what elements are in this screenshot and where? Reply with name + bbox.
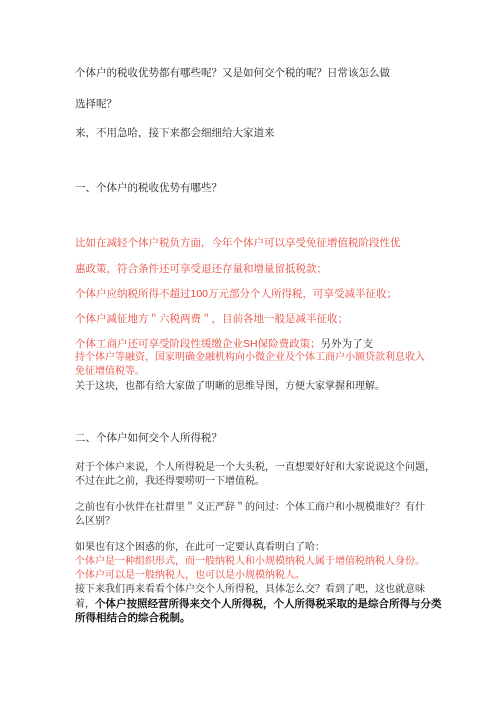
section-1-red-line-1: 比如在减轻个体户税负方面，今年个体户可以享受免征增值税阶段性优 bbox=[75, 237, 401, 249]
section-2-p4-line-1: 接下来我们再来看看个体户交个人所得税，具体怎么交？看到了吧，这也就意味 bbox=[75, 584, 425, 595]
section-2-p2-line-1: 之前也有小伙伴在社群里＂义正严辞＂的问过：个体工商户和小规模谁好？有什 bbox=[75, 502, 425, 513]
section-2-heading: 二、个体户如何交个人所得税？ bbox=[75, 432, 222, 444]
section-2-p3-red-line-2: 个体户可以是一般纳税人，也可以是小规模纳税人。 bbox=[75, 570, 305, 581]
section-2-p4-line-3: 所得相结合的综合税制。 bbox=[75, 612, 191, 624]
section-1-line-5-red: 个体工商户还可享受阶段性缓缴企业SH保险费政策； bbox=[75, 338, 321, 350]
section-1-line-5 bbox=[75, 337, 373, 351]
section-2-p2-line-2: 么区别？ bbox=[75, 516, 115, 527]
section-1-red-line-3: 个体户应纳税所得不超过100万元部分个人所得税，可享受减半征收； bbox=[75, 288, 398, 300]
intro-question-line-1: 个体户的税收优势都有哪些呢？又是如何交个税的呢？日常该怎么做 bbox=[75, 67, 390, 79]
intro-lead: 来，不用急哈，接下来都会细细给大家道来 bbox=[75, 127, 275, 139]
section-1-red-line-4: 个体户减征地方＂六税两费＂，目前各地一般是减半征收； bbox=[75, 313, 348, 325]
section-2-p3-red-line-1: 个体户是一种组织形式，而一般纳税人和小规模纳税人属于增值税纳税人身份。 bbox=[75, 556, 425, 567]
section-2-p1-line-1: 对于个体户来说，个人所得税是一个大头税，一直想要好好和大家说说这个问题， bbox=[75, 462, 435, 473]
section-1-heading: 一、个体户的税收优势有哪些？ bbox=[75, 182, 222, 194]
section-2-p1-line-2: 不过在此之前，我还得要唠叨一下增值税。 bbox=[75, 476, 265, 487]
section-1-line-5-dark: 另外为了支 bbox=[320, 338, 374, 350]
section-1-note: 关于这块，也都有给大家做了明晰的思维导图，方便大家掌握和理解。 bbox=[75, 381, 385, 392]
section-2-p4-line-2-bold: 个体户按照经营所得来交个人所得税，个人所得税采取的是综合所得与分类 bbox=[95, 598, 442, 610]
intro-question-line-2: 选择呢？ bbox=[75, 98, 117, 110]
section-2-p3-lead: 如果也有这个困惑的你，在此可一定要认真看明白了哈： bbox=[75, 542, 325, 553]
section-2-p4-line-2-start: 着， bbox=[75, 599, 95, 610]
section-2-p4-line-2 bbox=[75, 597, 442, 612]
section-1-serif-red-line-1: 持个体户等融资，国家明确金融机构向小微企业及个体工商户小额贷款利息收入 bbox=[75, 352, 425, 363]
section-1-red-line-2: 惠政策，符合条件还可享受退还存量和增量留抵税款； bbox=[75, 263, 327, 275]
section-1-serif-red-line-2: 免征增值税等。 bbox=[75, 366, 145, 377]
